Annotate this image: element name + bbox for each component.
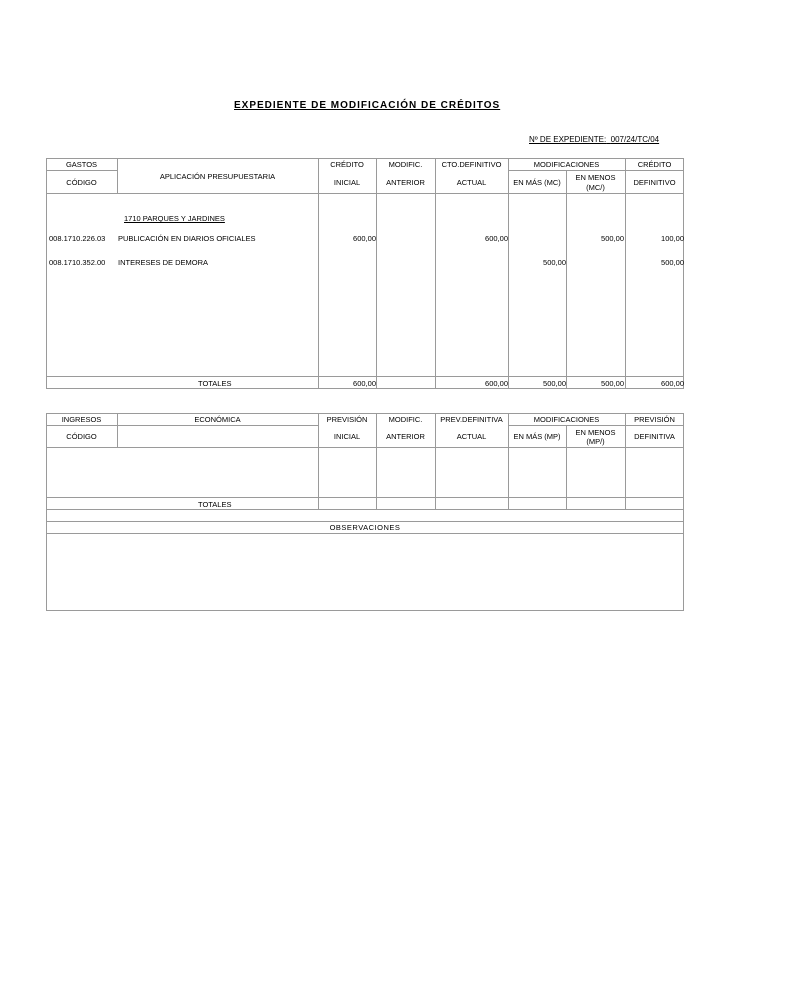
row-codigo: 008.1710.352.00	[49, 258, 106, 267]
prevision-inicial-header-sub: INICIAL	[333, 432, 361, 441]
ingresos-codigo-header: CÓDIGO	[66, 432, 97, 441]
cto-definitivo-header-sub: ACTUAL	[456, 178, 487, 187]
credito-inicial-header-sub: INICIAL	[333, 178, 361, 187]
ingresos-modific-header-sub: ANTERIOR	[386, 432, 425, 441]
en-menos-header: EN MENOS	[575, 173, 616, 182]
prev-definitiva-header: PREV.DEFINITIVA	[440, 415, 503, 424]
credito-definitivo-header: CRÉDITO	[637, 160, 672, 169]
row-definitivo: 100,00	[661, 234, 684, 243]
ingresos-modificaciones-header: MODIFICACIONES	[533, 415, 600, 424]
total-actual: 600,00	[485, 379, 508, 388]
ingresos-en-menos-header-sub: (MP/)	[586, 437, 605, 446]
prevision-definitiva-header: PREVISIÓN	[634, 415, 675, 424]
row-definitivo: 500,00	[661, 258, 684, 267]
en-mas-header: EN MÁS (MC)	[513, 178, 561, 187]
prevision-definitiva-header-sub: DEFINITIVA	[634, 432, 675, 441]
modific-anterior-header: MODIFIC.	[388, 160, 423, 169]
document-title: EXPEDIENTE DE MODIFICACIÓN DE CRÉDITOS	[234, 100, 501, 111]
aplicacion-header: APLICACIÓN PRESUPUESTARIA	[159, 172, 276, 181]
total-en-menos: 500,00	[601, 379, 624, 388]
economica-header: ECONÓMICA	[194, 415, 241, 424]
expediente-number	[529, 135, 659, 144]
credito-definitivo-header-sub: DEFINITIVO	[633, 178, 676, 187]
en-menos-header-sub: (MC/)	[586, 183, 605, 192]
observaciones-label: OBSERVACIONES	[329, 523, 401, 532]
modificaciones-header: MODIFICACIONES	[533, 160, 600, 169]
ingresos-totales-label: TOTALES	[198, 500, 232, 509]
row-codigo: 008.1710.226.03	[49, 234, 106, 243]
gastos-header: GASTOS	[65, 160, 98, 169]
row-en-mas: 500,00	[543, 258, 566, 267]
ingresos-header: INGRESOS	[61, 415, 102, 424]
prevision-inicial-header: PREVISIÓN	[326, 415, 368, 424]
modific-anterior-header-sub: ANTERIOR	[386, 178, 425, 187]
expediente-value: 007/24/TC/04	[610, 135, 660, 144]
row-inicial: 600,00	[353, 234, 376, 243]
total-inicial: 600,00	[353, 379, 376, 388]
totales-label: TOTALES	[198, 379, 232, 388]
row-descripcion: INTERESES DE DEMORA	[118, 258, 209, 267]
cto-definitivo-header: CTO.DEFINITIVO	[441, 160, 502, 169]
section-title: 1710 PARQUES Y JARDINES	[124, 214, 225, 223]
credito-inicial-header: CRÉDITO	[330, 160, 364, 169]
ingresos-en-menos-header: EN MENOS	[575, 428, 616, 437]
ingresos-modific-header: MODIFIC.	[388, 415, 423, 424]
observaciones-area	[47, 534, 683, 610]
codigo-header: CÓDIGO	[66, 178, 97, 187]
total-definitivo: 600,00	[661, 379, 684, 388]
prev-definitiva-header-sub: ACTUAL	[456, 432, 487, 441]
row-en-menos: 500,00	[601, 234, 624, 243]
ingresos-en-mas-header: EN MÁS (MP)	[513, 432, 561, 441]
row-descripcion: PUBLICACIÓN EN DIARIOS OFICIALES	[118, 234, 256, 243]
row-actual: 600,00	[485, 234, 508, 243]
expediente-label: Nº DE EXPEDIENTE:	[529, 135, 607, 144]
total-en-mas: 500,00	[543, 379, 566, 388]
